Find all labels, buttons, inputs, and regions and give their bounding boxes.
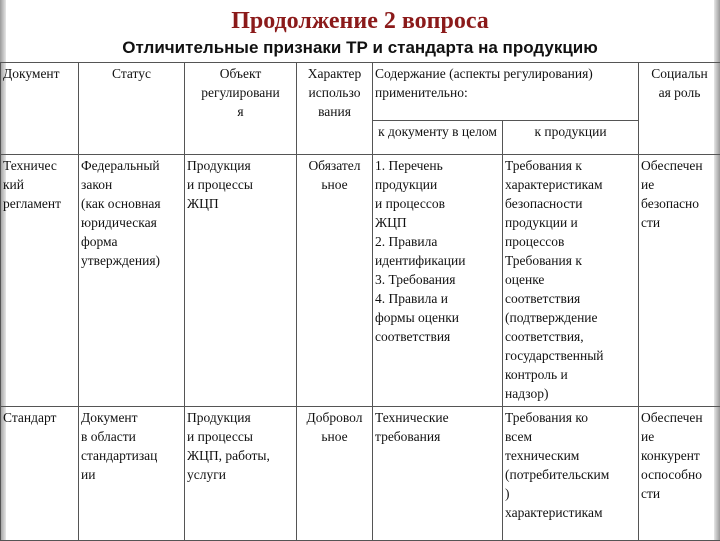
row-document: Стандарт xyxy=(1,407,79,541)
subheader-to-document: к документу в целом xyxy=(373,121,503,155)
row-content-document: 1. Перечень продукции и процессов ЖЦП 2. Правила идентификации 3. Требования 4. Правила и формы оценки соответствия xyxy=(373,155,503,407)
header-social-role: Социальн ая роль xyxy=(639,63,720,155)
slide-title: Продолжение 2 вопроса xyxy=(0,8,720,35)
row-social-role: Обеспечен ие безопасно сти xyxy=(639,155,720,407)
subheader-to-product: к продукции xyxy=(503,121,639,155)
row-social-role: Обеспечен ие конкурент оспособно сти xyxy=(639,407,720,541)
header-row xyxy=(1,63,720,121)
header-character: Характер использо вания xyxy=(297,63,373,155)
row-character: Добровол ьное xyxy=(297,407,373,541)
row-status: Федеральный закон (как основная юридическая форма утверждения) xyxy=(79,155,185,407)
row-object: Продукция и процессы ЖЦП, работы, услуги xyxy=(185,407,297,541)
row-object: Продукция и процессы ЖЦП xyxy=(185,155,297,407)
row-document: Техничес кий регламент xyxy=(1,155,79,407)
table-row xyxy=(1,407,720,541)
header-status: Статус xyxy=(79,63,185,155)
row-content-product: Требования ко всем техническим (потребительским ) характеристикам xyxy=(503,407,639,541)
row-status: Документ в области стандартизац ии xyxy=(79,407,185,541)
header-document: Документ xyxy=(1,63,79,155)
row-character: Обязател ьное xyxy=(297,155,373,407)
slide-subtitle: Отличительные признаки ТР и стандарта на продукцию xyxy=(0,38,720,58)
comparison-table xyxy=(0,62,720,541)
header-content: Содержание (аспекты регулирования) применительно: xyxy=(373,63,639,121)
row-content-document: Технические требования xyxy=(373,407,503,541)
row-content-product: Требования к характеристикам безопасности продукции и процессов Требования к оценке соответствия (подтверждение соответствия, государственный контроль и надзор) xyxy=(503,155,639,407)
header-object: Объект регулировани я xyxy=(185,63,297,155)
table-row xyxy=(1,155,720,407)
